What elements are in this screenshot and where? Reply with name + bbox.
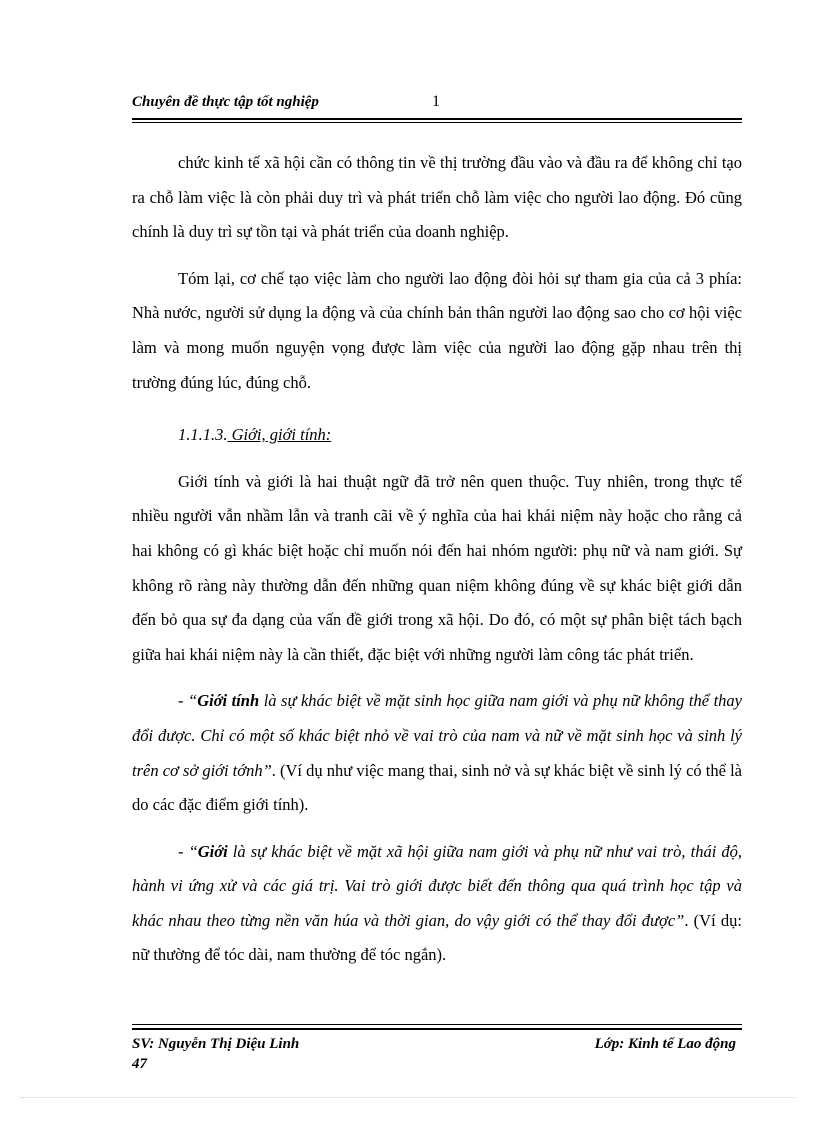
paragraph-2: Tóm lại, cơ chế tạo việc làm cho người lao động đòi hỏi sự tham gia của cả 3 phía: Nhà nước, người sử dụng la động và của chính bản thân người lao động sao cho cơ hội việc làm và mong muốn nguyện vọng được làm việc của người lao động gặp nhau trên thị trường đúng lúc, đúng chỗ.	[132, 268, 742, 392]
header-page-number: 1	[432, 93, 440, 110]
p5-lead: - “	[178, 841, 198, 861]
section-heading-number: 1.1.1.3.	[178, 425, 228, 445]
p4-term: Giới tính	[197, 691, 260, 711]
p5-definition: là sự khác biệt về mặt xã hội giữa nam giới và phụ nữ như vai trò, thái độ, hành vi ứng xử và các giá trị. Vai trò giới được biết đến thông qua quá trình học tập và khác nhau theo từng nền văn húa và thời gian, do vậy giới có thể thay đổi được”	[132, 841, 742, 930]
header-title: Chuyên đề thực tập tốt nghiệp	[132, 94, 319, 110]
p5-example: . (Ví dụ: nữ thường để tóc dài, nam thường để tóc ngắn).	[132, 910, 742, 965]
header-rule-thin	[132, 122, 742, 123]
p4-definition: là sự khác biệt về mặt sinh học giữa nam giới và phụ nữ không thể thay đổi được. Chỉ có một số khác biệt nhỏ về vai trò của nam và nữ về mặt sinh học và sinh lý trên cơ sở giới tớnh”	[132, 691, 742, 780]
section-heading-text: Giới, giới tính:	[227, 425, 332, 445]
paragraph-1: chức kinh tế xã hội cần có thông tin về thị trường đầu vào và đầu ra để không chỉ tạo ra chỗ làm việc là còn phải duy trì và phát triển chỗ làm việc cho người lao động. Đó cũng chính là duy trì sự tồn tại và phát triển của doanh nghiệp.	[132, 153, 742, 242]
footer-rule-thick	[132, 1028, 742, 1030]
p4-lead: - “	[178, 691, 198, 711]
paragraph-4	[132, 684, 742, 822]
p4-example: . (Ví dụ như việc mang thai, sinh nở và sự khác biệt về sinh lý có thể là do các đặc điểm giới tính).	[132, 760, 742, 815]
paragraph-5	[132, 835, 742, 973]
p5-term: Giới	[197, 841, 228, 861]
footer-class: Lớp: Kinh tế Lao động	[594, 1036, 736, 1052]
paragraph-3: Giới tính và giới là hai thuật ngữ đã trở nên quen thuộc. Tuy nhiên, trong thực tế nhiều người vẫn nhầm lẫn và tranh cãi về ý nghĩa của hai khái niệm này hoặc cho rằng cả hai không có gì khác biệt hoặc chỉ muốn nói đến hai nhóm người: phụ nữ và nam giới. Sự không rõ ràng này thường dẫn đến những quan niệm không đúng về sự khác biệt giới dẫn đến bỏ qua sự đa dạng của vấn đề giới trong xã hội. Do đó, có một sự phân biệt tách bạch giữa hai khái niệm này là cần thiết, đặc biệt với những người làm công tác phát triển.	[132, 471, 742, 664]
footer-rule-thin	[132, 1024, 742, 1025]
footer-number: 47	[132, 1056, 147, 1072]
section-heading	[132, 418, 742, 453]
header-rule-thick	[132, 118, 742, 120]
page-edge-dotted-line	[20, 1097, 796, 1098]
document-body	[132, 146, 742, 973]
footer-student: SV: Nguyễn Thị Diệu Linh	[132, 1036, 300, 1052]
